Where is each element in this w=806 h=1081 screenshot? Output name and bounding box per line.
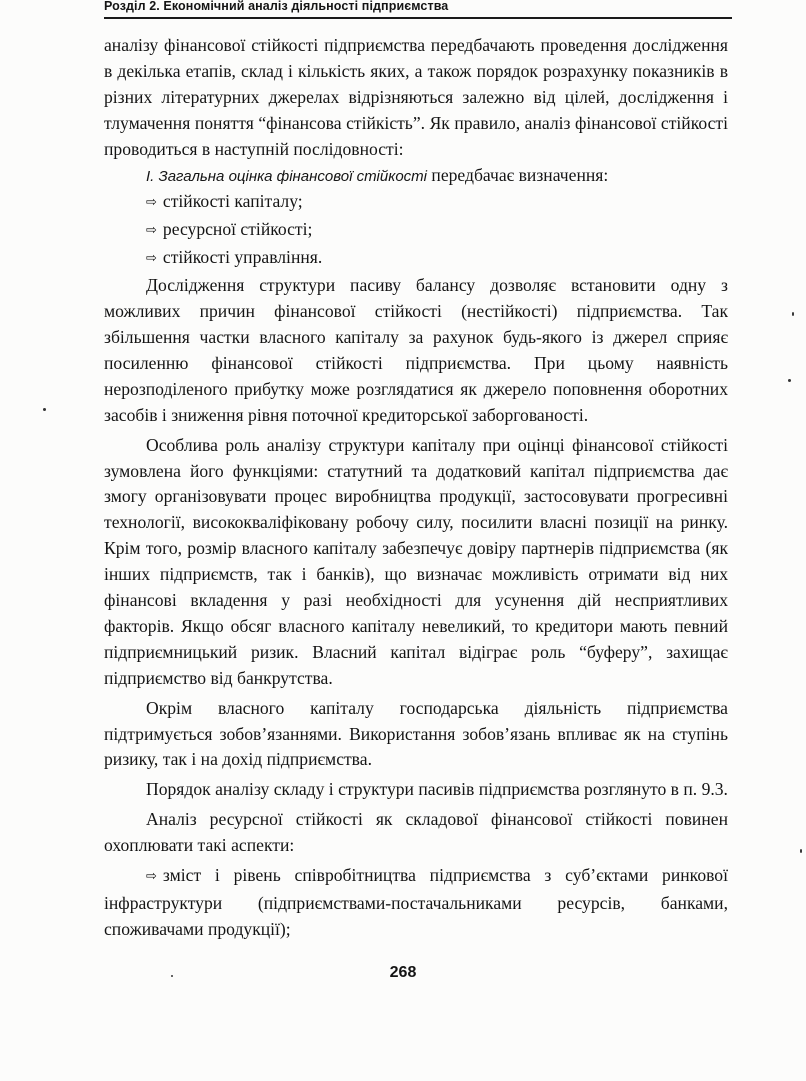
section-heading-rest: передбачає визначення: [427,164,609,185]
paragraph-capital-role: Особлива роль аналізу структури капіталу при оцінці фінансової стійкості зумовлена його функціями: статутний та додатковий капітал підприємства дає змогу організовувати процес виробництва продукції, застосовувати прогресивні технології, висококваліфіковану робочу силу, посилити власні позиції на ринку. Крім того, розмір власного капіталу забезпечує довіру партнерів підприємства (як інших підприємств, так і банків), що визначає можливість отримати від них фінансові вкладення у разі необхідності для усунення дій несприятливих факторів. Якщо обсяг власного капіталу невеликий, то кредитори мають певний підприємницький ризик. Власний капітал відіграє роль “буферу”, захищає підприємство від банкрутства. [104,434,728,688]
page-number: 268 [389,964,417,981]
paragraph-procedure-reference: Порядок аналізу складу і структури пасивів підприємства розглянуто в п. 9.3. [146,779,728,800]
paragraph-intro: аналізу фінансової стійкості підприємства передбачають проведення дослідження в декілька етапів, склад і кількість яких, а також порядок розрахунку показників в різних літературних джерелах відрізняються залежно від цілей, дослідження і тлумачення поняття “фінансова стійкість”. Як правило, аналіз фінансової стійкості проводиться в наступній послідовності: [104,35,728,159]
paragraph-liabilities-structure: Дослідження структури пасиву балансу дозволяє встановити одну з можливих причин фінансової стійкості (нестійкості) підприємства. Так збільшення частки власного капіталу за рахунок будь-якого із джерел сприяє посиленню фінансової стійкості підприємства. При цьому наявність нерозподіленого прибутку може розглядатися як джерело поповнення оборотних засобів і зниження рівня поточної кредиторської заборгованості. [104,275,728,425]
arrow-right-icon: ⇨ [146,251,157,267]
scan-speck [792,312,794,316]
scan-speck [43,408,46,411]
running-header: Розділ 2. Економічний аналіз діяльності підприємства [104,0,732,19]
section-heading-italic: І. Загальна оцінка фінансової стійкості [146,167,427,185]
list-item-text: ресурсної стійкості; [162,219,313,240]
list-item [104,217,728,245]
list-item [104,245,728,273]
list-item [104,189,728,217]
scan-speck [171,975,173,977]
arrow-right-icon: ⇨ [146,869,157,885]
body-text [104,33,728,943]
arrow-right-icon: ⇨ [146,223,157,239]
list-item-text: стійкості капіталу; [162,191,303,212]
list-item-text: зміст і рівень співробітництва підприємства з суб’єктами ринкової інфраструктури (підприємствами-постачальниками ресурсів, банками, споживачами продукції); [104,865,728,939]
arrow-right-icon: ⇨ [146,195,157,211]
list-item [104,863,728,943]
paragraph-obligations: Окрім власного капіталу господарська діяльність підприємства підтримується зобов’язаннями. Використання зобов’язань впливає як на ступінь ризику, так і на дохід підприємства. [104,697,728,770]
scan-speck [788,379,791,382]
scan-speck [800,849,802,853]
paragraph-resource-stability: Аналіз ресурсної стійкості як складової фінансової стійкості повинен охоплювати такі аспекти: [104,809,728,856]
list-item-text: стійкості управління. [162,247,323,268]
paragraph-general-assessment [104,163,728,190]
